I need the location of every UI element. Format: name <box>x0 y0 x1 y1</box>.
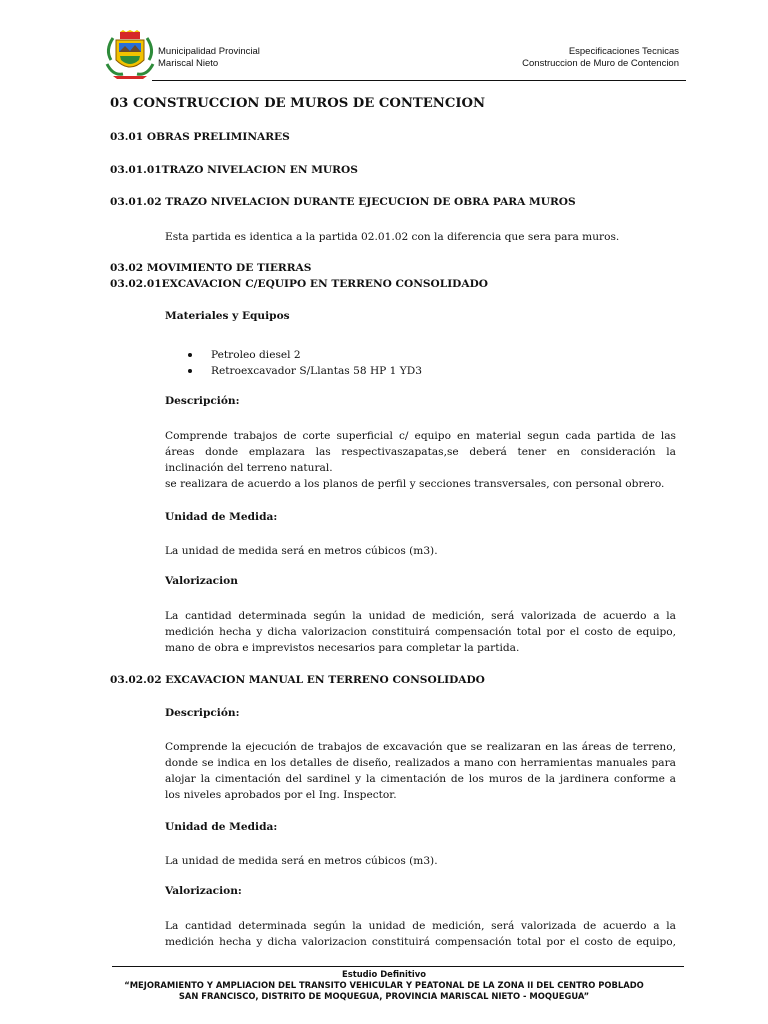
list-item-text: Retroexcavador S/Llantas 58 HP 1 YD3 <box>211 365 423 377</box>
description-line: Comprende trabajos de corte superficial c/ equipo en material segun cada partida de las <box>165 430 676 442</box>
list-item <box>165 363 565 379</box>
description-paragraph-2 <box>165 739 676 803</box>
header-rule <box>152 80 686 81</box>
unit-label: Unidad de Medida: <box>165 511 278 523</box>
unit-label-2: Unidad de Medida: <box>165 821 278 833</box>
header-document-line2: Construccion de Muro de Contencion <box>522 58 679 69</box>
description-paragraph <box>165 428 676 492</box>
unit-text-2: La unidad de medida será en metros cúbicos (m3). <box>165 855 438 867</box>
description-line: donde se indica en los detalles de diseño, realizados a mano con herramientas manuales para <box>165 757 676 769</box>
unit-text: La unidad de medida será en metros cúbicos (m3). <box>165 545 438 557</box>
paragraph-03-01-02: Esta partida es identica a la partida 02.01.02 con la diferencia que sera para muros. <box>165 231 620 243</box>
header-document-line1: Especificaciones Tecnicas <box>568 46 679 57</box>
footer <box>0 969 768 1002</box>
heading-03-02: 03.02 MOVIMIENTO DE TIERRAS <box>110 262 312 274</box>
heading-03-01-02: 03.01.02 TRAZO NIVELACION DURANTE EJECUCION DE OBRA PARA MUROS <box>110 196 576 208</box>
list-item <box>165 347 565 363</box>
heading-03-02-02: 03.02.02 EXCAVACION MANUAL EN TERRENO CONSOLIDADO <box>110 674 485 686</box>
valuation-line: La cantidad determinada según la unidad de medición, será valorizada de acuerdo a la <box>165 920 676 932</box>
valuation-line: medición hecha y dicha valorizacion constituirá compensación total por el costo de equipo, <box>165 936 676 948</box>
description-label-2: Descripción: <box>165 707 240 719</box>
bullet-icon <box>188 353 192 357</box>
description-line: inclinación del terreno natural. <box>165 462 333 474</box>
municipal-coat-of-arms <box>103 30 157 80</box>
footer-study-label: Estudio Definitivo <box>342 969 426 979</box>
description-label: Descripción: <box>165 395 240 407</box>
description-line: los niveles aprobados por el Ing. Inspector. <box>165 789 397 801</box>
valuation-line: mano de obra e imprevistos necesarios para completar la partida. <box>165 642 520 654</box>
footer-rule <box>112 966 684 967</box>
valuation-label: Valorizacion <box>165 575 238 587</box>
materials-label: Materiales y Equipos <box>165 310 290 322</box>
bullet-icon <box>188 369 192 373</box>
section-title: 03 CONSTRUCCION DE MUROS DE CONTENCION <box>110 96 486 111</box>
header-institution-line1: Municipalidad Provincial <box>158 46 260 57</box>
heading-03-01-01: 03.01.01TRAZO NIVELACION EN MUROS <box>110 164 358 176</box>
header-institution-line2: Mariscal Nieto <box>158 58 219 69</box>
description-line: áreas donde emplazara las respectivaszapatas,se deberá tener en consideración la <box>165 446 676 458</box>
valuation-line: La cantidad determinada según la unidad de medición, será valorizada de acuerdo a la <box>165 610 676 622</box>
header-institution <box>158 46 260 70</box>
heading-03-02-01: 03.02.01EXCAVACION C/EQUIPO EN TERRENO CONSOLIDADO <box>110 278 489 290</box>
list-item-text: Petroleo diesel 2 <box>211 349 301 361</box>
header-document-info <box>522 46 679 70</box>
valuation-paragraph <box>165 608 676 656</box>
heading-03-01: 03.01 OBRAS PRELIMINARES <box>110 131 290 143</box>
footer-project-line2: SAN FRANCISCO, DISTRITO DE MOQUEGUA, PROVINCIA MARISCAL NIETO - MOQUEGUA” <box>178 991 590 1001</box>
description-line: Comprende la ejecución de trabajos de excavación que se realizaran en las áreas de terreno, <box>165 741 676 753</box>
description-line: se realizara de acuerdo a los planos de perfil y secciones transversales, con personal obrero. <box>165 478 665 490</box>
valuation-label-2: Valorizacion: <box>165 885 242 897</box>
description-line: alojar la cimentación del sardinel y la cimentación de los muros de la jardinera conforme a <box>165 773 676 785</box>
valuation-paragraph-2 <box>165 918 676 950</box>
footer-project-line1: “MEJORAMIENTO Y AMPLIACION DEL TRANSITO VEHICULAR Y PEATONAL DE LA ZONA II DEL CENTRO POBLADO <box>124 980 644 990</box>
materials-list <box>165 347 565 381</box>
valuation-line: medición hecha y dicha valorizacion constituirá compensación total por el costo de equipo, <box>165 626 676 638</box>
